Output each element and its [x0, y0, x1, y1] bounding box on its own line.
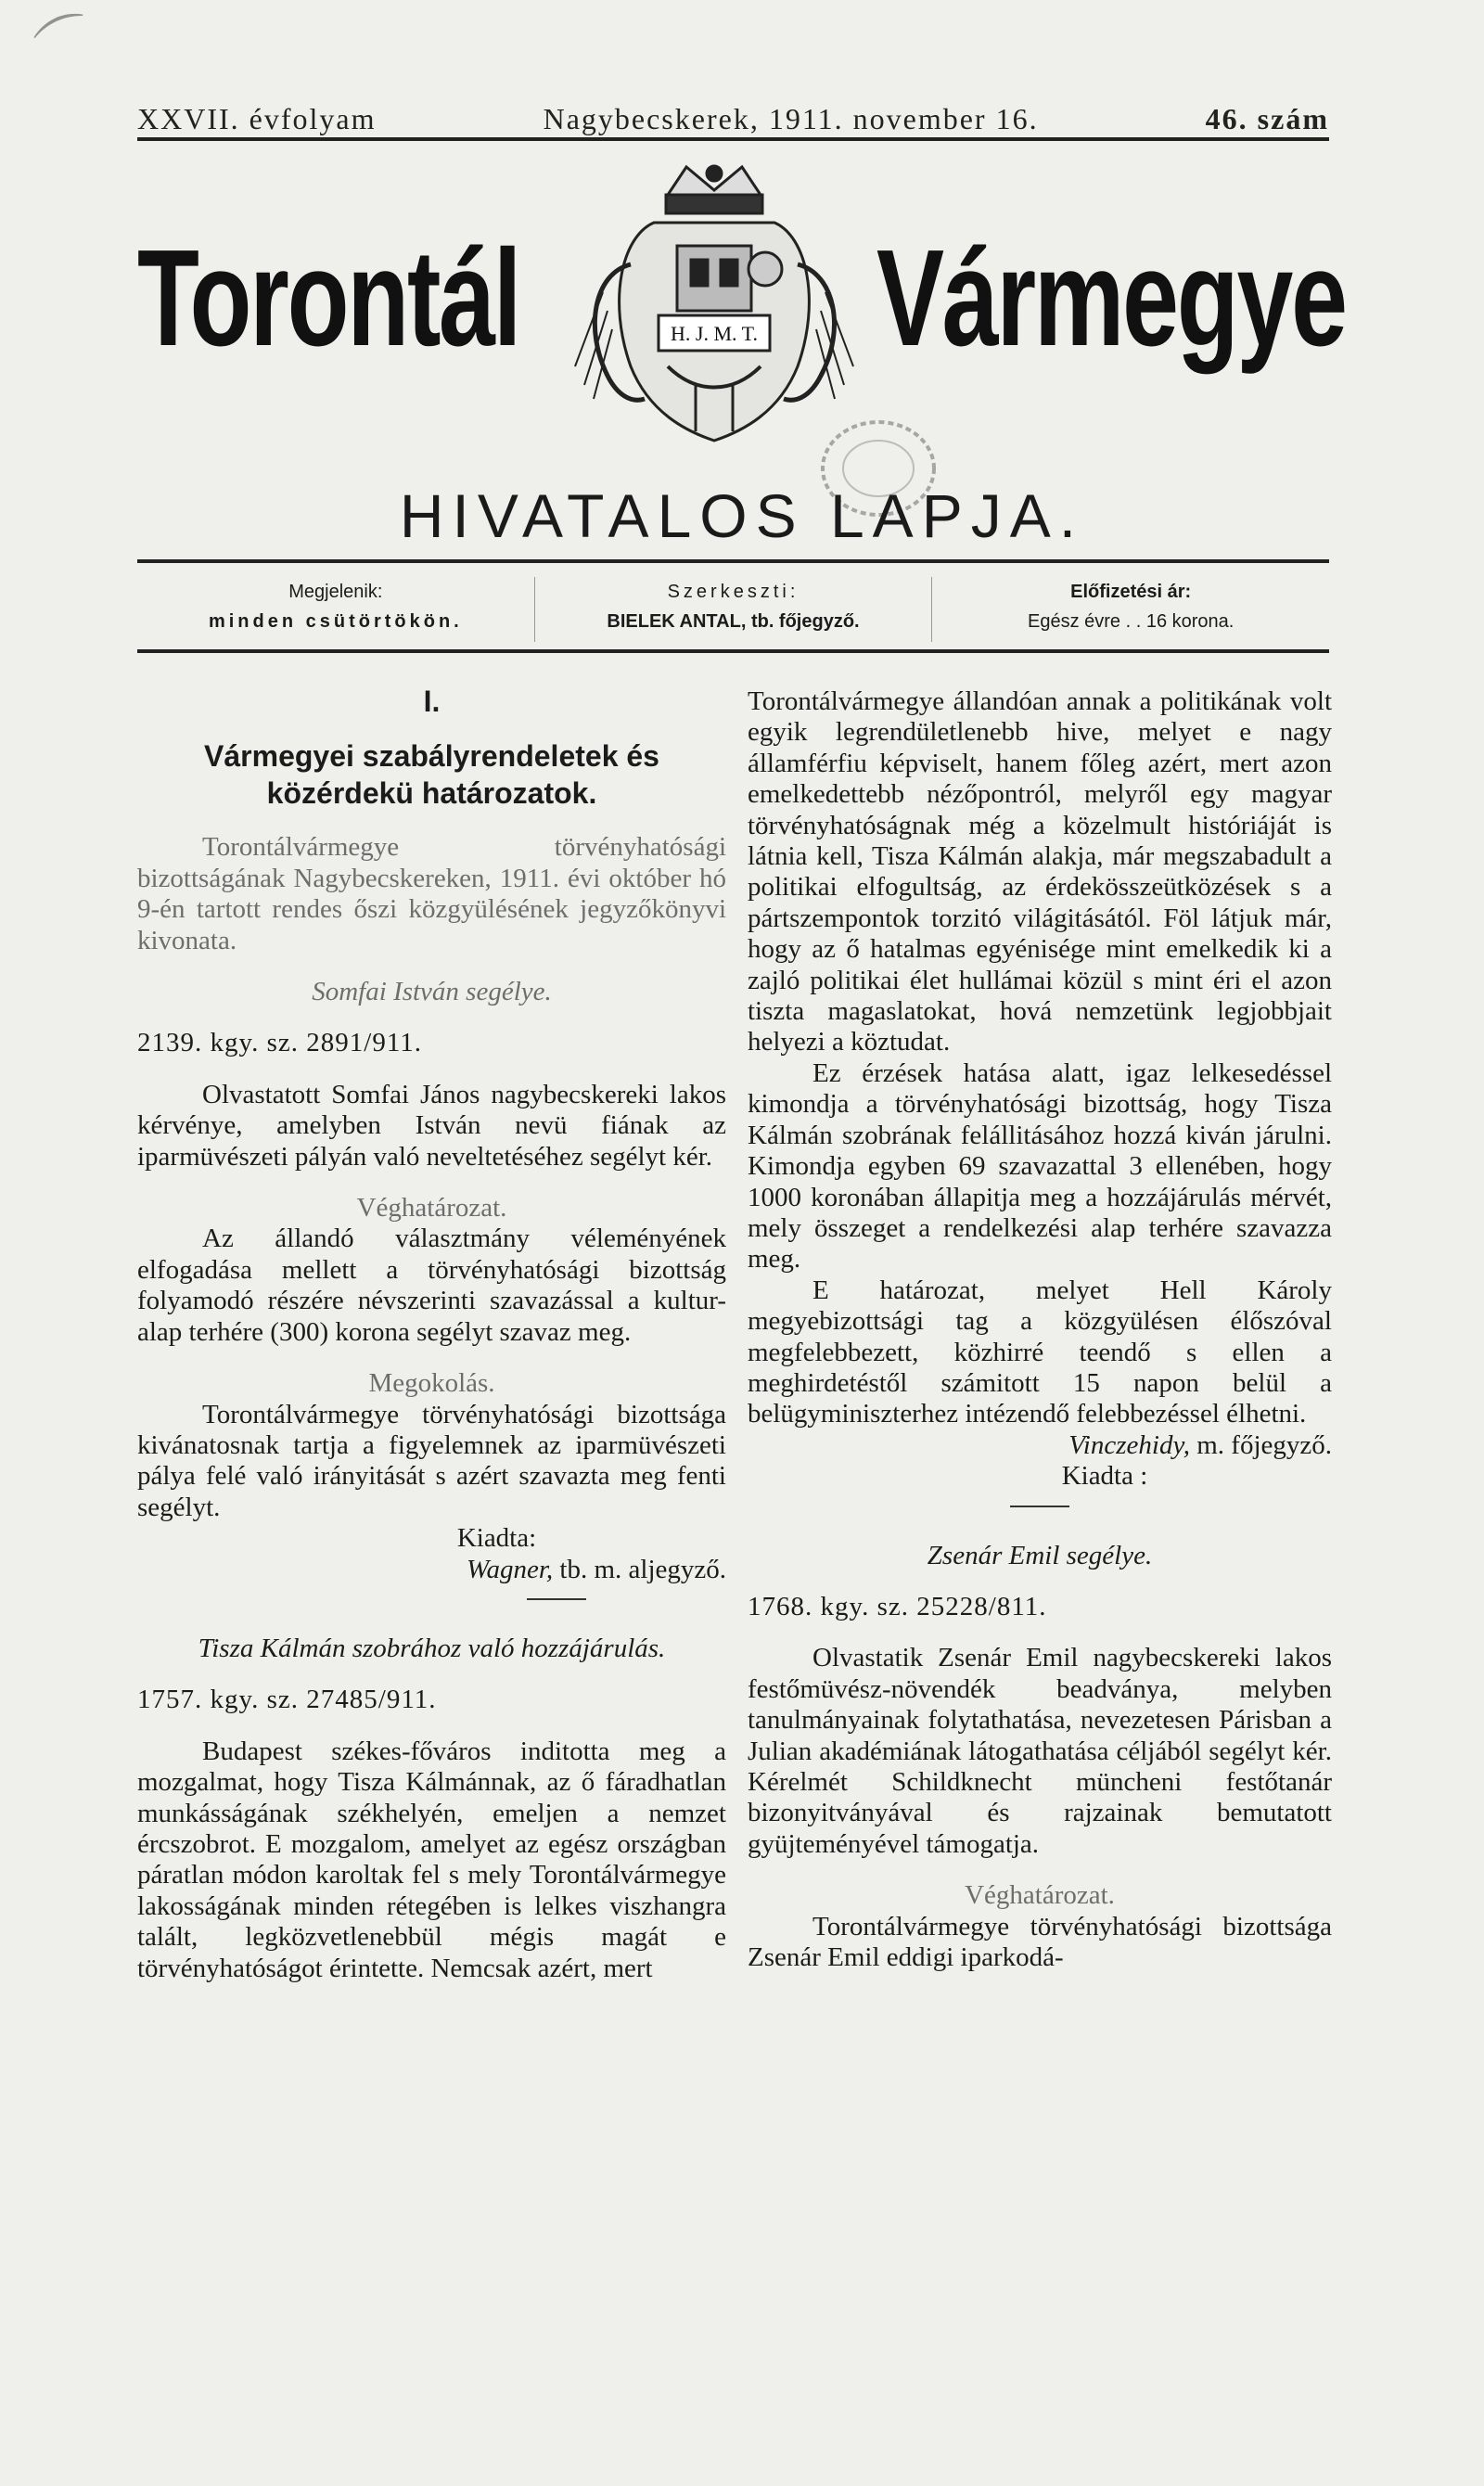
item1-signature — [137, 1555, 726, 1585]
place-date: Nagybecskerek, 1911. november 16. — [543, 102, 1039, 135]
item2-continuation: Torontálvármegye állandóan annak a politikának volt egyik legrendületlenebb hive, melyet e nagy államférfiu képviselt, hanem főleg azért, mert azon emelkedettebb nézőpontról, melyről egy magyar törvényhatóságnak még a közelmult históriáját is látnia kell, Tisza Kálmán alakja, már megszabadult a politikai elfogultság, az érdekösszeütközések s a pártszempontok torzitó világitásától. Föl látjuk már, hogy az ő hatalmas egyénisége mint emelkedik ki a zajló politikai élet hullámai közül s mint éri el azon tiszta magaslatokat, hová nemzetünk legjobbjait helyezi a köztudat. — [748, 686, 1332, 1057]
item1-signer-title: tb. m. aljegyző. — [559, 1554, 726, 1584]
item1-reason: Torontálvármegye törvényhatósági bizottsága kivánatosnak tartja a figyelemnek az iparmüvészeti pálya felé való irányitását s azért szavazta meg fenti segélyt. — [137, 1399, 726, 1522]
item3-reference: 1768. kgy. sz. 25228/811. — [748, 1591, 1047, 1621]
item2-signer-name: Vinczehidy, — [1068, 1429, 1190, 1460]
right-column — [748, 686, 1332, 1973]
publication-schedule — [137, 577, 534, 642]
item-divider — [1010, 1506, 1069, 1507]
publication-subtitle: HIVATALOS LAPJA. — [399, 481, 1085, 550]
section-number: I. — [423, 685, 441, 718]
item1-body: Olvastatott Somfai János nagybecskereki lakos kérvénye, amelyben István nevü fiának az iparmüvészeti pályán való neveltetéséhez segélyt kér. — [137, 1079, 726, 1172]
item-divider — [527, 1598, 586, 1600]
editor-info — [534, 577, 932, 642]
header-rule — [137, 137, 1329, 141]
masthead-title-left: Torontál — [137, 222, 520, 375]
volume-label: XXVII. évfolyam — [137, 102, 377, 135]
item2-appeal: E határozat, melyet Hell Károly megyebizottsági tag a közgyülésen élőszóval megfelebbezett, közhirré teendő s ellen a meghirdetéstől számitott 15 napon belül a belügyminiszterhez intézendő felebbezéssel élhetni. — [748, 1275, 1332, 1429]
subscription-label: Előfizetési ár: — [1070, 582, 1192, 602]
item3-body: Olvastatik Zsenár Emil nagybecskereki lakos festőmüvész-növendék beadványa, melyben tanulmányainak folytathatása, nevezetesen Párisban a Julian akadémiának látogathatása céljából segélyt kér. Kérelmét Schildknecht müncheni festőtanár bizonyitványával és rajzainak bemutatott gyüjteményével támogatja. — [748, 1643, 1332, 1859]
item1-signer-name: Wagner, — [466, 1554, 554, 1584]
item2-body: Budapest székes-főváros inditotta meg a mozgalmat, hogy Tisza Kálmánnak, az ő fáradhatlan munkásságának székhelyén, emeljen a nemzet ércszobrot. E mozgalom, amelyet az egész országban páratlan módon karoltak fel s mely Torontálvármegye lakosságának minden rétegében is lelkes viszhangra talált, legközvetlenebbül mégis magát e törvényhatóságot érintette. Nemcsak azért, mert — [137, 1736, 726, 1983]
masthead-title-right: Vármegye — [876, 222, 1346, 375]
handwritten-mark: ⌒ — [28, 4, 106, 84]
item1-reference: 2139. kgy. sz. 2891/911. — [137, 1028, 423, 1058]
item3-resolution-title: Véghatározat. — [965, 1880, 1115, 1911]
item2-title: Tisza Kálmán szobrához való hozzájárulás. — [198, 1633, 666, 1663]
publication-info-bar — [137, 577, 1329, 642]
item1-issued-label: Kiadta: — [456, 1523, 537, 1554]
item1-reason-title: Megokolás. — [368, 1368, 495, 1399]
info-rule-bottom — [137, 649, 1329, 653]
item2-decision: Ez érzések hatása alatt, igaz lelkesedéssel kimondja a törvényhatósági bizottság, hogy Tisza Kálmán szobrának felállitásához hozzá kiván járulni. Kimondja egyben 69 szavazattal 3 ellenében, hogy 1000 koronában állapitja meg a hozzájárulás mérvét, mely összeget a rendelkezési alap terhére szavazza meg. — [748, 1057, 1332, 1275]
subscription-price: Egész évre . . 16 korona. — [1028, 611, 1235, 632]
item2-issued-label: Kiadta : — [1061, 1461, 1148, 1492]
item2-reference: 1757. kgy. sz. 27485/911. — [137, 1685, 437, 1715]
item3-title: Zsenár Emil segélye. — [927, 1540, 1153, 1570]
item1-resolution-title: Véghatározat. — [356, 1193, 507, 1224]
crest-text: H. J. M. T. — [671, 322, 758, 345]
section-title: Vármegyei szabályrendeletek és közérdekü határozatok. — [204, 739, 659, 811]
issue-number: 46. szám — [1205, 102, 1329, 135]
item3-resolution: Torontálvármegye törvényhatósági bizottsága Zsenár Emil eddigi iparkodá- — [748, 1911, 1332, 1973]
editor-name: BIELEK ANTAL, tb. főjegyző. — [607, 611, 860, 632]
left-column — [137, 686, 726, 1984]
editor-label: Szerkeszti: — [667, 582, 800, 602]
intro-paragraph: Torontálvármegye törvényhatósági bizottságának Nagybecskereken, 1911. évi október hó 9-én tartott rendes őszi közgyülésének jegyzőkönyvi kivonata. — [137, 832, 726, 955]
item2-signer-title: m. főjegyző. — [1196, 1429, 1332, 1460]
item2-signature — [748, 1430, 1332, 1461]
schedule-label: Megjelenik: — [288, 582, 383, 602]
subscription-info — [931, 577, 1329, 642]
item1-resolution: Az állandó választmány véleményének elfogadása mellett a törvényhatósági bizottság folyamodó részére névszerinti szavazással a kultur-alap terhére (300) korona segélyt szavaz meg. — [137, 1224, 726, 1347]
item1-title: Somfai István segélye. — [312, 977, 552, 1007]
info-rule-top — [137, 559, 1329, 563]
issue-header — [137, 102, 1329, 136]
schedule-value: minden csütörtökön. — [208, 611, 463, 632]
